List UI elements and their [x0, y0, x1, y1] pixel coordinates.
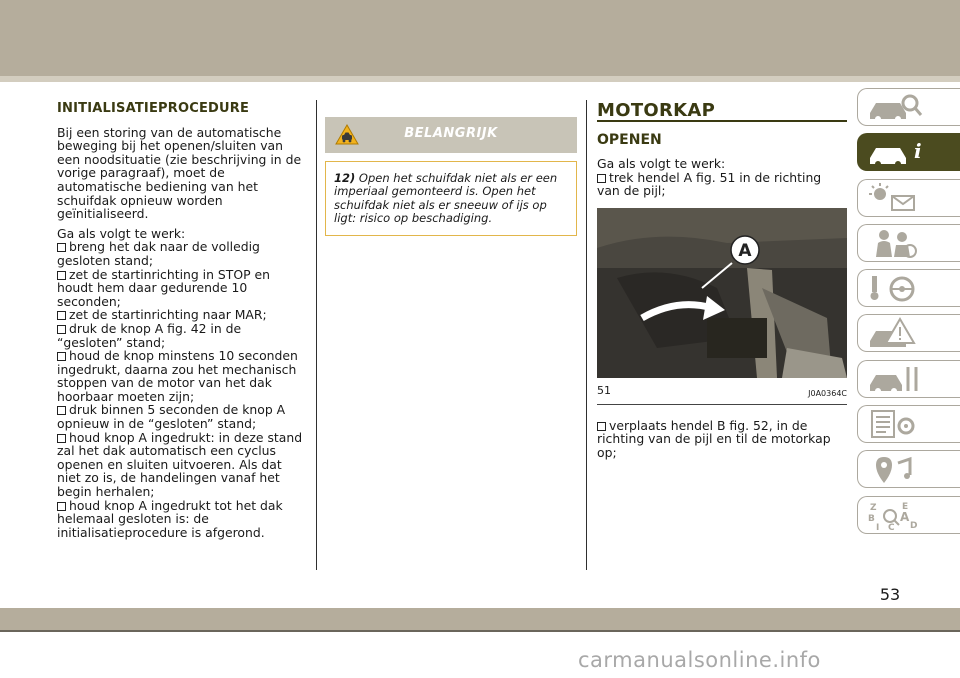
svg-text:C: C	[888, 522, 895, 531]
checkbox-bullet-icon	[57, 502, 66, 511]
list-item: houd knop A ingedrukt tot het dak helemaal gesloten is: de initialisatieprocedure is afgerond.	[57, 497, 283, 540]
top-band-stripe	[0, 76, 960, 82]
lead-text: Ga als volgt te werk:	[597, 156, 726, 172]
hood-lever-photo-illustration	[597, 208, 847, 378]
list-item: houd de knop minstens 10 seconden ingedrukt, daarna zou het mechanisch stoppen van de motor van het dak hoorbaar moeten zijn;	[57, 348, 298, 404]
figure-caption	[597, 384, 847, 405]
technical-data-icon	[866, 408, 926, 440]
list-item: houd knop A ingedrukt: in deze stand zal het dak automatisch een cyclus openen en sluiten uitvoeren. Als dat niet zo is, de handelingen vanaf het begin herhalen;	[57, 429, 303, 500]
svg-text:A: A	[900, 509, 910, 524]
middle-column	[325, 98, 577, 236]
list-item: verplaats hendel B fig. 52, in de richting van de pijl en til de motorkap op;	[597, 417, 831, 460]
checkbox-bullet-icon	[57, 325, 66, 334]
svg-text:D: D	[910, 520, 918, 531]
section-subtitle: OPENEN	[597, 131, 662, 148]
photo-callout-label: A	[738, 240, 752, 261]
checkbox-bullet-icon	[57, 352, 66, 361]
checkbox-bullet-icon	[57, 434, 66, 443]
chapter-title: MOTORKAP	[597, 104, 847, 122]
svg-text:B: B	[868, 513, 875, 524]
list-item: druk de knop A fig. 42 in de “gesloten” stand;	[57, 320, 242, 350]
svg-text:E: E	[902, 501, 909, 512]
warning-label: BELANGRIJK	[404, 126, 498, 141]
checkbox-bullet-icon	[57, 271, 66, 280]
bottom-band	[0, 608, 960, 630]
tab-emergency[interactable]	[857, 314, 960, 352]
warning-header	[325, 117, 577, 153]
checkbox-bullet-icon	[597, 174, 606, 183]
tab-multimedia[interactable]	[857, 450, 960, 488]
chapter-tabs	[857, 88, 960, 541]
tab-car-info[interactable]	[857, 133, 960, 171]
tab-maintenance[interactable]	[857, 360, 960, 398]
tab-dashboard[interactable]	[857, 88, 960, 126]
list-item: trek hendel A fig. 51 in de richting van de pijl;	[597, 169, 822, 199]
index-icon	[866, 499, 926, 531]
multimedia-icon	[866, 453, 926, 485]
tab-index[interactable]	[857, 496, 960, 534]
checkbox-bullet-icon	[57, 406, 66, 415]
intro-paragraph: Bij een storing van de automatische beweging bij het openen/sluiten van een noodsituatie (zie beschrijving in de vorige paragraaf), moet de automatische bediening van het schuifdak opnieuw worden geïnitialiseerd.	[57, 124, 302, 222]
figure-number: 51	[597, 383, 611, 397]
svg-text:i: i	[914, 139, 922, 164]
top-band	[0, 0, 960, 76]
list-item: druk binnen 5 seconden de knop A opnieuw in de “gesloten” stand;	[57, 402, 286, 432]
watermark: carmanualsonline.info	[578, 648, 821, 672]
maintenance-icon	[866, 363, 926, 395]
page-number: 53	[879, 585, 901, 604]
lead-text: Ga als volgt te werk:	[57, 225, 186, 241]
right-column	[597, 100, 847, 459]
section-heading: INITIALISATIEPROCEDURE	[57, 101, 250, 116]
checkbox-bullet-icon	[597, 422, 606, 431]
checkbox-bullet-icon	[57, 243, 66, 252]
steering-key-icon	[866, 272, 926, 304]
checkbox-bullet-icon	[57, 311, 66, 320]
column-divider	[586, 100, 587, 570]
tab-starting-driving[interactable]	[857, 269, 960, 307]
emergency-icon	[866, 317, 926, 349]
list-item: breng het dak naar de volledig gesloten stand;	[57, 239, 260, 268]
figure-photo	[597, 208, 847, 378]
svg-text:Z: Z	[870, 502, 877, 513]
list-item: zet de startinrichting naar MAR;	[57, 308, 307, 322]
dashboard-icon	[866, 91, 926, 123]
warning-lights-icon	[866, 182, 926, 214]
tab-warning-lights[interactable]	[857, 179, 960, 217]
svg-text:I: I	[876, 522, 880, 531]
column-divider	[316, 100, 317, 570]
warning-text: Open het schuifdak niet als er een imperiaal gemonteerd is. Open het schuifdak niet als er sneeuw of ijs op ligt: risico op beschadiging.	[334, 171, 558, 226]
list-item: zet de startinrichting in STOP en houdt hem daar gedurende 10 seconden;	[57, 266, 270, 309]
left-column	[57, 98, 307, 539]
warning-number: 12)	[334, 171, 356, 185]
bottom-band-stripe	[0, 630, 960, 632]
car-info-icon	[866, 136, 926, 168]
warning-box	[325, 161, 577, 236]
figure-code: J0A0364C	[808, 388, 847, 398]
tab-safety[interactable]	[857, 224, 960, 262]
tab-technical-data[interactable]	[857, 405, 960, 443]
safety-airbag-icon	[866, 227, 926, 259]
